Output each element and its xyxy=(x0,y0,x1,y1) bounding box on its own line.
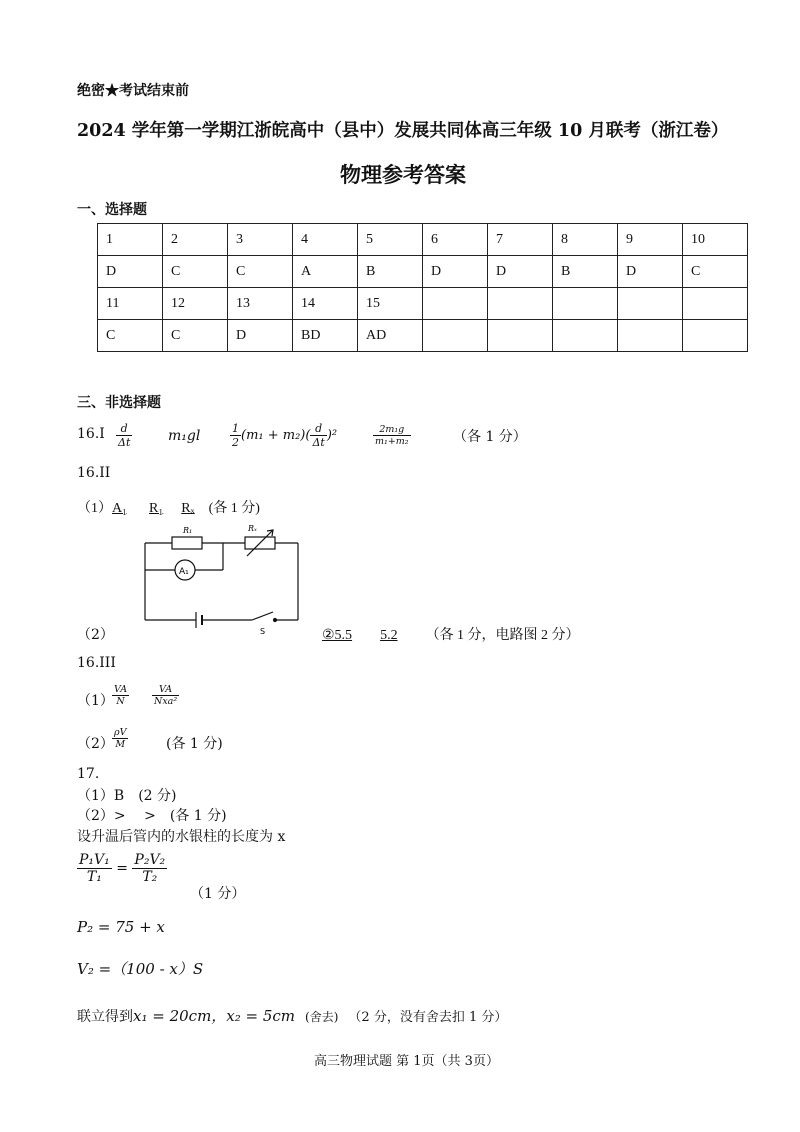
q16-3-answer-1: $\frac{VA}{N}$ xyxy=(114,684,128,707)
q16-3-part2-prefix: （2） xyxy=(77,736,114,752)
q17-equation-1: $\frac{\text{P₁V₁}}{\text{T₁}}$ = $\frac{\text{P₂V₂}}{\text{T₂}}$ xyxy=(79,852,166,885)
switch-label: S xyxy=(260,627,266,636)
answer-table xyxy=(97,223,748,352)
table-row xyxy=(98,256,748,288)
q17-equation-3: V₂ =（100 - x）S xyxy=(77,960,204,978)
table-cell: 9 xyxy=(618,224,683,256)
table-cell: C xyxy=(683,256,748,288)
table-cell xyxy=(488,288,553,320)
q17-label: 17. xyxy=(77,766,100,782)
section-choice-heading: 一、选择题 xyxy=(77,202,147,218)
table-cell: D xyxy=(98,256,163,288)
table-cell: BD xyxy=(293,320,358,352)
table-cell: D xyxy=(228,320,293,352)
section-nonchoice-heading: 三、非选择题 xyxy=(77,395,161,411)
q16-3-score: (各 1 分) xyxy=(166,736,223,752)
q16-2-part1: （1）A₁ R₁ Rₓ (各 1 分) xyxy=(77,501,260,516)
table-cell: AD xyxy=(358,320,423,352)
table-cell: 2 xyxy=(163,224,228,256)
table-cell xyxy=(618,320,683,352)
q16-3-answer-2: $\frac{VA}{\text{Nxa²}}$ xyxy=(154,684,178,707)
q16-1-label: 16.I xyxy=(77,426,105,442)
table-cell xyxy=(683,288,748,320)
table-cell: B xyxy=(553,256,618,288)
secret-label: 绝密★考试结束前 xyxy=(77,83,189,99)
table-cell: D xyxy=(423,256,488,288)
circuit-diagram xyxy=(130,518,315,638)
ammeter-label: A₁ xyxy=(179,567,189,577)
table-cell: 6 xyxy=(423,224,488,256)
q17-part2: （2）> > (各 1 分) xyxy=(77,808,227,824)
page-footer: 高三物理试题 第 1页（共 3页） xyxy=(314,1054,499,1069)
q16-1-answer-2: m₁gl xyxy=(168,428,201,444)
q16-3-part1-prefix: （1） xyxy=(77,693,114,709)
table-cell: 15 xyxy=(358,288,423,320)
table-cell xyxy=(553,288,618,320)
table-cell: 11 xyxy=(98,288,163,320)
table-cell: 13 xyxy=(228,288,293,320)
table-cell: 10 xyxy=(683,224,748,256)
table-cell: A xyxy=(293,256,358,288)
q16-2-part2-prefix: （2） xyxy=(77,627,114,643)
table-cell xyxy=(618,288,683,320)
table-cell: 5 xyxy=(358,224,423,256)
table-cell: 3 xyxy=(228,224,293,256)
table-cell xyxy=(488,320,553,352)
table-row xyxy=(98,320,748,352)
exam-title: 2024 学年第一学期江浙皖高中（县中）发展共同体高三年级 10 月联考（浙江卷） xyxy=(77,121,729,141)
table-cell xyxy=(683,320,748,352)
table-cell: 14 xyxy=(293,288,358,320)
table-cell xyxy=(553,320,618,352)
q16-2-part2: ②5.5 5.2 （各 1 分，电路图 2 分） xyxy=(322,628,580,643)
r1-label: R₁ xyxy=(183,526,193,535)
q17-result: 联立得到x₁ = 20cm，x₂ = 5cm (舍去) （2 分，没有舍去扣 1 分） xyxy=(77,1007,508,1025)
q16-1-score: （各 1 分） xyxy=(453,429,527,445)
q17-setup: 设升温后管内的水银柱的长度为 x xyxy=(77,829,286,845)
table-row xyxy=(98,224,748,256)
table-cell: B xyxy=(358,256,423,288)
q16-1-answer-1: $\frac{d}{\Delta t}$ xyxy=(118,422,131,449)
rx-label: Rₓ xyxy=(248,524,257,533)
table-cell: 8 xyxy=(553,224,618,256)
q16-3-answer-3: $\frac{\rho V}{M}$ xyxy=(114,727,127,750)
table-cell: D xyxy=(488,256,553,288)
page-title: 物理参考答案 xyxy=(340,162,466,187)
table-cell: 12 xyxy=(163,288,228,320)
table-row xyxy=(98,288,748,320)
table-cell: 4 xyxy=(293,224,358,256)
q16-3-label: 16.III xyxy=(77,655,116,671)
table-cell: D xyxy=(618,256,683,288)
q17-part1: （1）B (2 分) xyxy=(77,788,177,804)
q16-1-answer-4: $\frac{\text{2m₁g}}{\text{m₁+m₂}}$ xyxy=(375,424,409,447)
table-cell: C xyxy=(163,320,228,352)
q17-equation-2: P₂ = 75 + x xyxy=(77,918,165,936)
table-cell: 7 xyxy=(488,224,553,256)
table-cell xyxy=(423,288,488,320)
table-cell xyxy=(423,320,488,352)
q16-1-answer-3: $\frac{1}{2}$ (m₁ + m₂)( $\frac{d}{\Delta t}$ )² xyxy=(232,422,338,449)
table-cell: C xyxy=(98,320,163,352)
table-cell: C xyxy=(228,256,293,288)
table-cell: C xyxy=(163,256,228,288)
table-cell: 1 xyxy=(98,224,163,256)
q17-equation-1-score: （1 分） xyxy=(190,886,246,902)
q16-2-label: 16.II xyxy=(77,465,111,481)
